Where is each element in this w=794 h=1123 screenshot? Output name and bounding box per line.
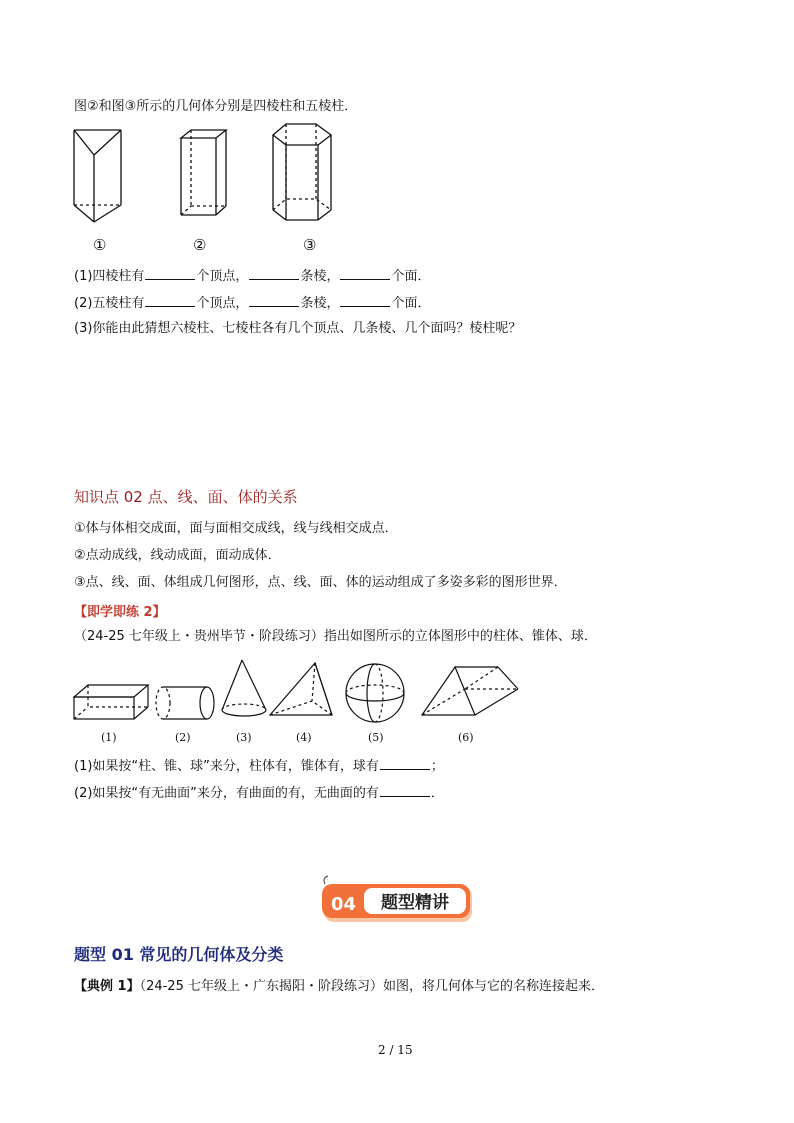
page-number: 2 / 15 <box>378 1043 413 1057</box>
question-2-part-a: 个顶点， <box>196 296 249 311</box>
solid-figures <box>70 655 520 727</box>
intro-text: 图②和图③所示的几何体分别是四棱柱和五棱柱． <box>74 99 358 114</box>
figure-label-3: ③ <box>303 236 317 254</box>
solid-label-2: (2) <box>175 731 191 744</box>
prism-figures <box>66 120 366 230</box>
answer-blank[interactable] <box>145 294 195 307</box>
knowledge-item-3: ③点、线、面、体组成几何图形，点、线、面、体的运动组成了多姿多彩的图形世界． <box>74 575 567 590</box>
question-2 <box>74 294 430 312</box>
badge-graphic <box>318 872 478 924</box>
question-3: (3)你能由此猜想六棱柱、七棱柱各有几个顶点、几条棱、几个面吗？棱柱呢？ <box>74 321 522 336</box>
practice-question-1-end: ； <box>430 759 444 774</box>
badge-number: 04 <box>331 894 357 915</box>
answer-blank[interactable] <box>380 784 430 797</box>
knowledge-heading: 知识点 02 点、线、面、体的关系 <box>74 488 298 506</box>
practice-text: （24-25 七年级上・贵州毕节・阶段练习）指出如图所示的立体图形中的柱体、锥体、球． <box>74 629 597 644</box>
question-1-part-b: 条棱， <box>300 269 340 284</box>
answer-blank[interactable] <box>380 757 430 770</box>
question-1-part-a: 个顶点， <box>196 269 249 284</box>
knowledge-item-1: ①体与体相交成面，面与面相交成线，线与线相交成点． <box>74 521 398 536</box>
answer-blank[interactable] <box>249 267 299 280</box>
solid-label-6: (6) <box>458 731 474 744</box>
practice-question-1 <box>74 757 444 775</box>
practice-question-2 <box>74 784 444 802</box>
answer-blank[interactable] <box>340 267 390 280</box>
example-text: （24-25 七年级上・广东揭阳・阶段练习）如图，将几何体与它的名称连接起来． <box>139 979 604 994</box>
practice-question-1-text: (1)如果按“柱、锥、球”来分，柱体有，锥体有，球有 <box>74 759 379 774</box>
solid-label-4: (4) <box>296 731 312 744</box>
answer-blank[interactable] <box>145 267 195 280</box>
badge-label: 题型精讲 <box>381 893 449 913</box>
question-2-prefix: (2)五棱柱有 <box>74 296 145 311</box>
question-1-prefix: (1)四棱柱有 <box>74 269 145 284</box>
figure-label-2: ② <box>193 236 207 254</box>
answer-blank[interactable] <box>340 294 390 307</box>
section-badge <box>318 872 478 928</box>
example-tag: 【典例 1】 <box>74 979 140 994</box>
figure-label-1: ① <box>93 236 107 254</box>
question-2-part-c: 个面． <box>391 296 431 311</box>
section-title: 题型 01 常见的几何体及分类 <box>74 945 284 964</box>
question-1-part-c: 个面． <box>391 269 431 284</box>
practice-question-2-text: (2)如果按“有无曲面”来分，有曲面的有，无曲面的有 <box>74 786 379 801</box>
question-2-part-b: 条棱， <box>300 296 340 311</box>
solid-label-5: (5) <box>368 731 384 744</box>
knowledge-item-2: ②点动成线，线动成面，面动成体． <box>74 548 281 563</box>
example-line <box>74 979 604 995</box>
question-1 <box>74 267 430 285</box>
solid-label-3: (3) <box>236 731 252 744</box>
solid-label-1: (1) <box>101 731 117 744</box>
prism-drawings <box>66 120 366 230</box>
answer-blank[interactable] <box>249 294 299 307</box>
solid-drawings <box>70 655 520 727</box>
practice-question-2-end: ． <box>430 786 444 801</box>
practice-tag: 【即学即练 2】 <box>74 605 166 620</box>
